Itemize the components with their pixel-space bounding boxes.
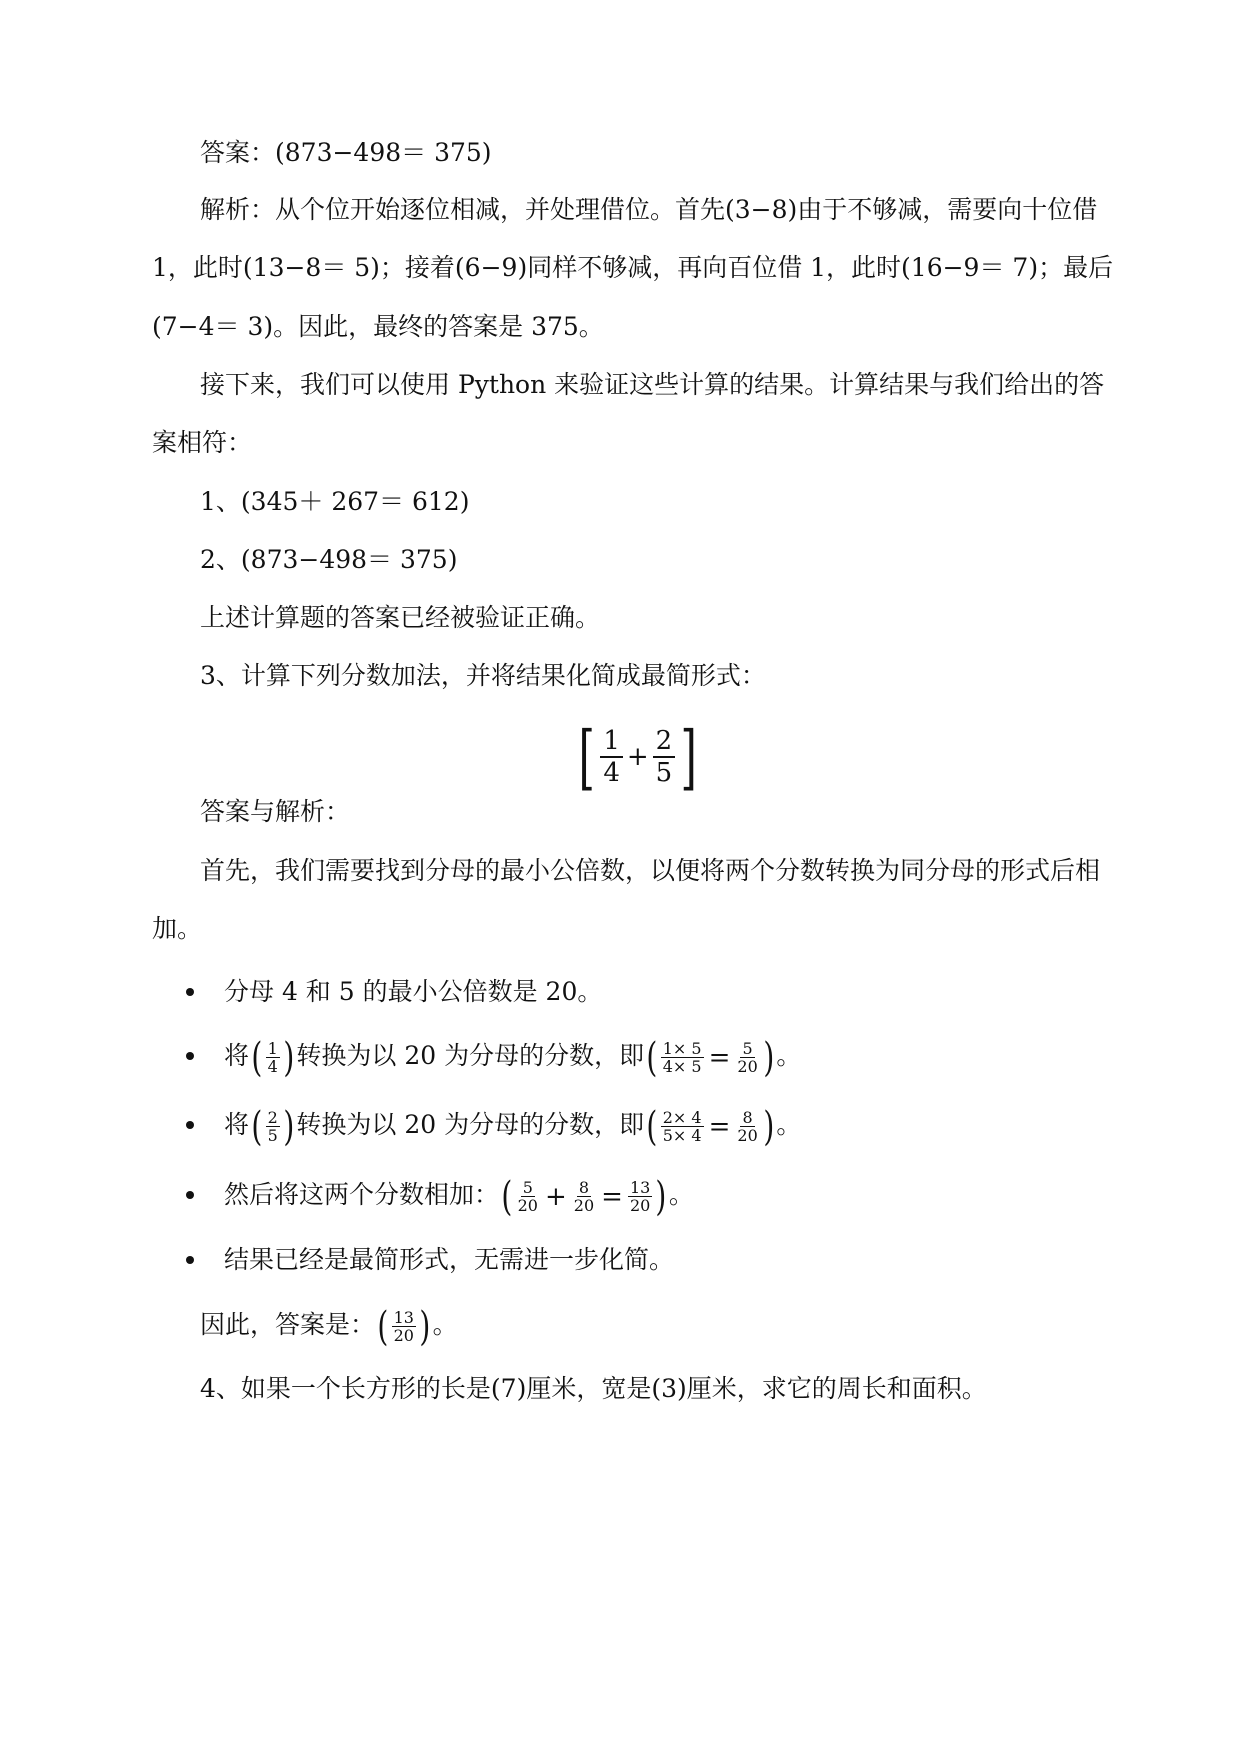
conclusion: 因此，答案是：( $\frac{13}{20}$ )。 <box>200 1303 458 1350</box>
fraction-a: $\frac{1}{4}$ <box>600 726 623 788</box>
right-bracket: ] <box>680 715 698 798</box>
analysis-line-2: 1，此时(13−8＝ 5)；接着(6−9)同样不够减，再向百位借 1，此时(16−9＝ 7)；最后 <box>152 253 1114 282</box>
fraction: $\frac{5}{20}$ <box>737 1039 758 1076</box>
bullet-convert-second: 将( $\frac{2}{5}$ )转换为以 20 为分母的分数，即( $\frac{2\times 4}{5\times 4}$ = $\frac{8}{20}$ )。 <box>224 1103 802 1150</box>
bullet-marker <box>186 988 194 996</box>
bullet-simplest: 结果已经是最简形式，无需进一步化简。 <box>224 1245 675 1274</box>
fraction: $\frac{13}{20}$ <box>629 1178 651 1215</box>
verify-line-2: 案相符： <box>152 428 253 457</box>
fraction: $\frac{8}{20}$ <box>573 1178 595 1215</box>
fraction: $\frac{2}{5}$ <box>267 1108 278 1145</box>
bullet-add: 然后将这两个分数相加：( $\frac{5}{20}$ + $\frac{8}{20}$ = $\frac{13}{20}$ )。 <box>224 1173 694 1220</box>
bullet-convert-first: 将( $\frac{1}{4}$ )转换为以 20 为分母的分数，即( $\frac{1\times 5}{4\times 5}$ = $\frac{5}{20}$ )。 <box>224 1034 802 1081</box>
fraction: $\frac{13}{20}$ <box>393 1308 414 1345</box>
question-3-expression: [ $\frac{1}{4}$ + $\frac{2}{5}$ ] <box>578 715 698 798</box>
left-bracket: [ <box>578 715 595 798</box>
question-4: 4、如果一个长方形的长是(7)厘米，宽是(3)厘米，求它的周长和面积。 <box>200 1374 987 1403</box>
check-item-1: 1、(345＋ 267＝ 612) <box>200 487 470 516</box>
analysis-line-3: (7−4＝ 3)。因此，最终的答案是 375。 <box>152 312 604 341</box>
fraction: $\frac{5}{20}$ <box>517 1178 538 1215</box>
analysis-line-1: 解析：从个位开始逐位相减，并处理借位。首先(3−8)由于不够减，需要向十位借 <box>200 195 1098 224</box>
question-3: 3、计算下列分数加法，并将结果化简成最简形式： <box>200 661 766 690</box>
fraction: $\frac{2\times 4}{5\times 4}$ <box>662 1108 702 1145</box>
answer-line: 答案：(873−498＝ 375) <box>200 138 492 167</box>
verify-line-1: 接下来，我们可以使用 Python 来验证这些计算的结果。计算结果与我们给出的答 <box>200 370 1105 399</box>
bullet-marker <box>186 1191 194 1199</box>
fraction: $\frac{8}{20}$ <box>737 1108 758 1145</box>
check-item-2: 2、(873−498＝ 375) <box>200 545 458 574</box>
bullet-lcm: 分母 4 和 5 的最小公倍数是 20。 <box>224 977 603 1006</box>
intro-line-2: 加。 <box>152 914 203 943</box>
bullet-marker <box>186 1052 194 1060</box>
answer-title: 答案与解析： <box>200 797 351 826</box>
verified-statement: 上述计算题的答案已经被验证正确。 <box>200 603 601 632</box>
fraction-b: $\frac{2}{5}$ <box>653 726 676 788</box>
bullet-marker <box>186 1256 194 1264</box>
bullet-marker <box>186 1121 194 1129</box>
intro-line-1: 首先，我们需要找到分母的最小公倍数，以便将两个分数转换为同分母的形式后相 <box>200 856 1101 885</box>
fraction: $\frac{1}{4}$ <box>267 1039 278 1076</box>
fraction: $\frac{1\times 5}{4\times 5}$ <box>662 1039 702 1076</box>
